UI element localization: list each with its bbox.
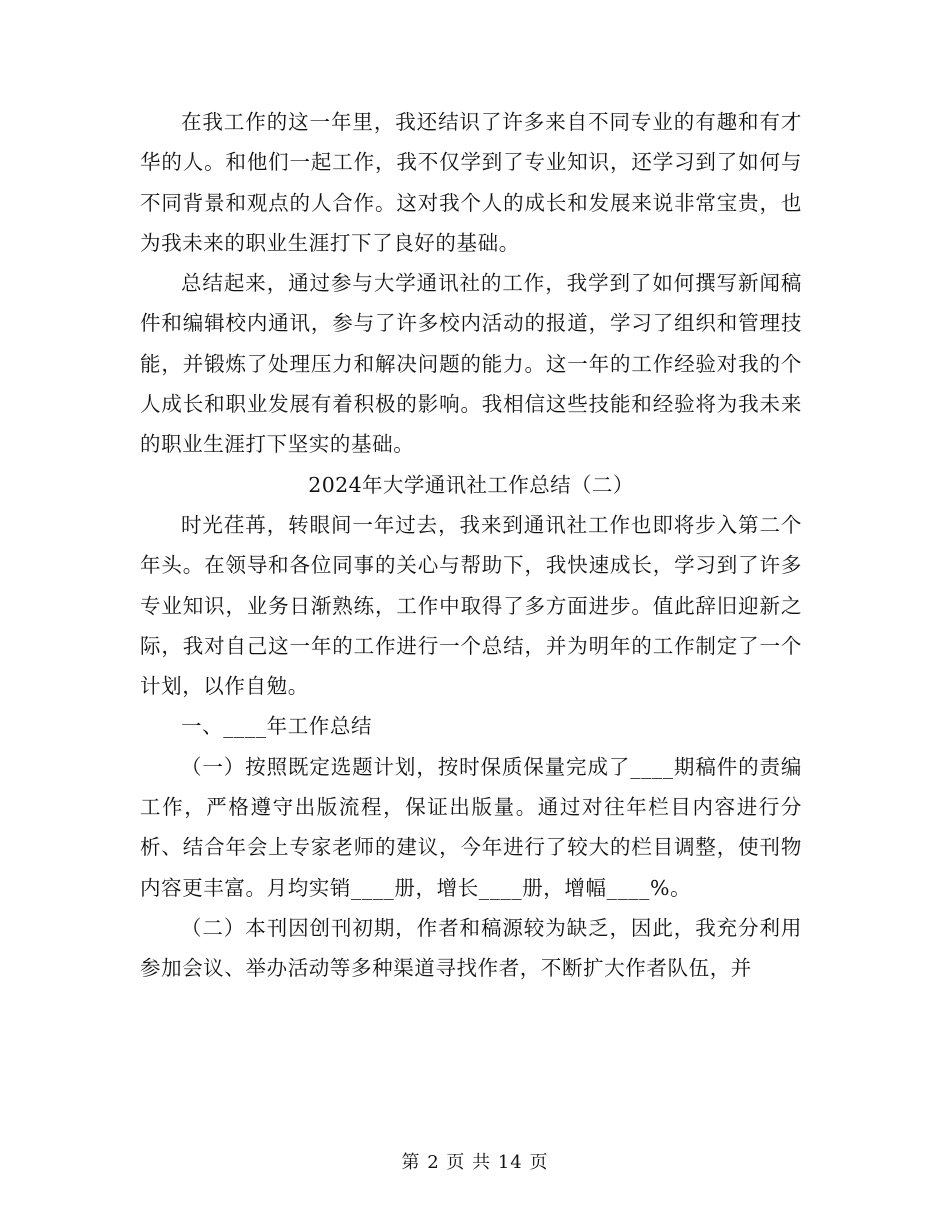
paragraph: 时光荏苒，转眼间一年过去，我来到通讯社工作也即将步入第二个年头。在领导和各位同事的关心与帮助下，我快速成长，学习到了许多专业知识，业务日渐熟练，工作中取得了多方面进步。值此辞旧迎新之际，我对自己这一年的工作进行一个总结，并为明年的工作制定了一个计划，以作自勉。 [140,512,802,699]
paragraph: （一）按照既定选题计划，按时保质保量完成了____期稿件的责编工作，严格遵守出版流程，保证出版量。通过对往年栏目内容进行分析、结合年会上专家老师的建议，今年进行了较大的栏目调整，使刊物内容更丰富。月均实销____册，增长____册，增幅____%。 [140,754,802,900]
section-subheading: 一、____年工作总结 [181,714,373,739]
paragraph: 总结起来，通过参与大学通讯社的工作，我学到了如何撰写新闻稿件和编辑校内通讯，参与了许多校内活动的报道，学习了组织和管理技能，并锻炼了处理压力和解决问题的能力。这一年的工作经验对我的个人成长和职业发展有着积极的影响。我相信这些技能和经验将为我未来的职业生涯打下坚实的基础。 [140,271,802,457]
document-body [140,102,802,989]
section-title: 2024年大学通讯社工作总结（二） [308,472,634,497]
page-number: 第 2 页 共 14 页 [401,1152,549,1173]
paragraph: （二）本刊因创刊初期，作者和稿源较为缺乏，因此，我充分利用参加会议、举办活动等多种渠道寻找作者，不断扩大作者队伍，并 [140,915,802,981]
paragraph: 在我工作的这一年里，我还结识了许多来自不同专业的有趣和有才华的人。和他们一起工作，我不仅学到了专业知识，还学习到了如何与不同背景和观点的人合作。这对我个人的成长和发展来说非常宝贵，也为我未来的职业生涯打下了良好的基础。 [140,110,802,255]
